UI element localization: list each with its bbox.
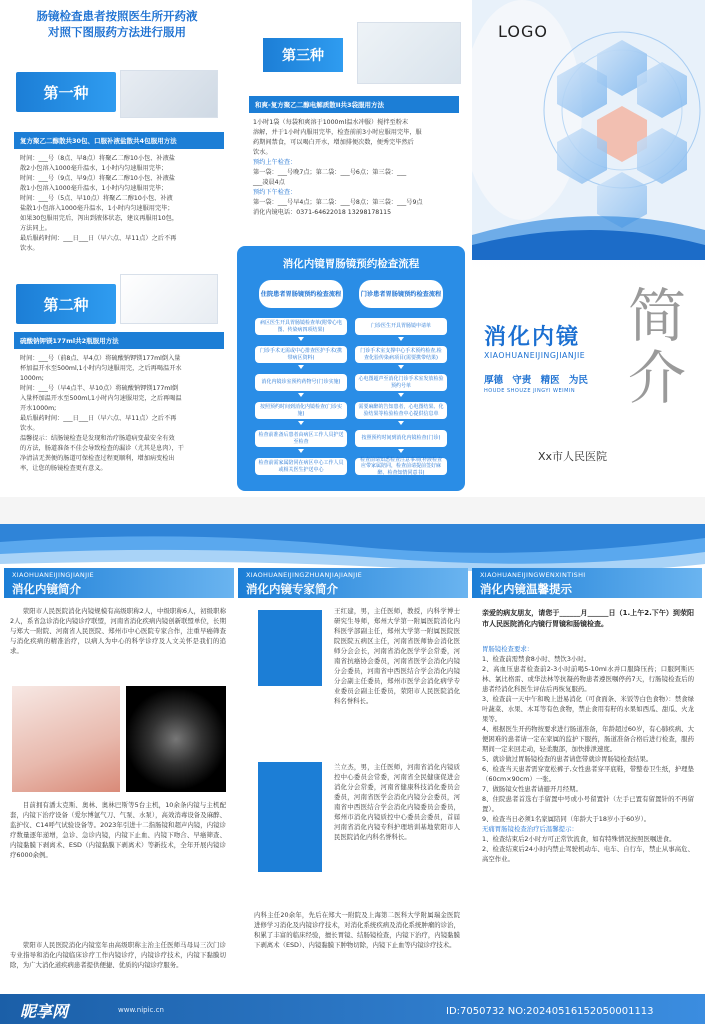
method-three-line-2: 药期间禁食，可以喝白开水，增加排便次数，便秀完毕然后 xyxy=(253,139,414,146)
method-two-line-11: 率，让您的肠镜检查更有意义。 xyxy=(20,465,107,472)
flow-column xyxy=(233,8,469,493)
method-one-photo xyxy=(120,70,218,118)
outpatient-step-1: 门诊手术室支撑中心手术预约检查,检查化验传染病项目(需要携带结果) xyxy=(355,346,447,363)
tips-title: 消化内镜温馨提示 xyxy=(480,582,572,596)
method-two-line-5: 开水1000m; xyxy=(20,405,57,412)
expert-photo-1 xyxy=(258,610,322,686)
method-two-line-0: 时间：___号（前8点、早4点）将硫酸钠钾镁177ml倒入量 xyxy=(20,355,181,362)
tips-body xyxy=(482,644,694,864)
intro-p1: 荥阳市人民医院消化内镜规模有高级职称2人，中级职称6人，初级职称2人，系省急诊消化内镜诊疗联盟，河南省消化疾病内镜创新联盟单位，长期与郑大一附院、河南省人民医院、郑州市中心医院专家合作，注重早癌筛查与消化疾病的精准治疗，以病人为中心的科学诊疗及人文关怀是我们的追求。 xyxy=(10,607,226,655)
expert-3-bio: 内科主任20余年，先后在郑大一附院及上海第二医科大学附属瑞金医院进修学习消化及内镜诊疗技术，对消化系统疾病及消化系统肿瘤的诊治，积累了丰富的临床经验，擅长胃镜、结肠镜检查，内镜下治疗，内镜黏膜下剥离术（ESD）、内镜黏膜下肿物切除，内镜下止血等内镜诊疗技术。 xyxy=(254,911,460,949)
expert-title: 消化内镜专家简介 xyxy=(246,582,338,596)
method-two-bar: 硫酸钠钾镁177ml共2瓶服用方法 xyxy=(14,332,224,349)
top-sheet xyxy=(0,0,705,497)
tip-line-6: 7、做肠镜女性患者请避开月经期。 xyxy=(482,785,582,793)
outpatient-step-2: 心电图超声至消化门诊手术室发放检验预约号单 xyxy=(355,374,447,391)
expert-1-text xyxy=(334,606,460,706)
intro-column xyxy=(4,568,234,1024)
method-two-line-3: 时间：___号（早4点半、早10点）将硫酸钠钾镁177ml倒 xyxy=(20,385,179,392)
pm-label: 预约下午检查： xyxy=(253,189,297,196)
column-title-line2: 对照下图服药方法进行服用 xyxy=(48,25,186,39)
intro-title: 消化内镜简介 xyxy=(12,582,81,596)
method-one-text xyxy=(20,154,224,254)
expert-photo-2 xyxy=(258,762,322,872)
method-three-text xyxy=(253,118,459,158)
method-one-line-9: 饮水。 xyxy=(20,245,39,252)
hospital-name: Xx市人民医院 xyxy=(538,450,608,463)
method-one-banner: 第一种 xyxy=(16,72,116,112)
inpatient-step-3: 按照预约时间到消化内镜检查(门诊实施) xyxy=(255,402,347,419)
inpatient-step-0: 病区医生开具胃肠镜检查单(附带心电图、传染病四项结果) xyxy=(255,318,347,335)
inpatient-step-2: 消化内镜诊室预约药物号(门诊实施) xyxy=(255,374,347,391)
method-three-line-1: 溶解，并于1小时内服用完毕，检查前前3小时应服用完毕，服 xyxy=(253,129,422,136)
method-two-line-7: 饮水。 xyxy=(20,425,39,432)
method-one-line-8: 最后服药时间：___日___日（早六点、早11点）之后不再 xyxy=(20,235,177,242)
intro-p2: 目前拥有潘太克斯、奥林、奥林巴斯等5台主机，10余条内镜与主机配套，内镜下治疗设备（爱尔博氩气刀、气泵、水泵），高效消毒设备及麻醉、监护仪、C14呼气试验设备等。2023年引进十二指肠镜和超声内镜，内镜诊疗数量逐年递增，急诊、急诊内镜，内镜下止血、内镜下吻合、早癌筛查、内镜黏膜下剥离术、ESD（内镜黏膜下剥离术）等新技术，全年开展内镜诊疗6000余例。 xyxy=(10,801,226,859)
watermark-id: ID:7050732 NO:20240516152050001113 xyxy=(446,1006,654,1017)
outpatient-step-4: 按照预约时间到消化内镜检查(门诊) xyxy=(355,430,447,447)
method-two-line-6: 最后服药时间：___日___日（早六点、早11点）之后不再 xyxy=(20,415,177,422)
expert-header xyxy=(238,568,468,598)
cover-calligraphy: 简介 xyxy=(627,282,686,412)
column-title-line1: 肠镜检查患者按照医生所开药液 xyxy=(36,9,198,23)
intro-header xyxy=(4,568,234,598)
flow-outpatient-head: 门诊患者胃肠镜预约检查流程 xyxy=(359,280,443,308)
tip-line-5: 6、检查当天患者需穿宽松裤子,女性患者穿平底鞋，带整卷卫生纸，护理垫（60cm×90cm）一张。 xyxy=(482,765,694,783)
outpatient-step-0: 门诊医生开具胃肠镜申请单 xyxy=(355,318,447,335)
inpatient-step-4: 检查前准备后患者由病区工作人员护送至检查 xyxy=(255,430,347,447)
intro-paragraph-3 xyxy=(10,940,226,970)
method-one-line-3: 散1小包溶入1000毫升温水，1小时内匀速服用完毕； xyxy=(20,185,168,192)
method-three-photo xyxy=(357,22,461,84)
watermark-url: www.nipic.cn xyxy=(118,1006,164,1014)
outpatient-arrow-icon xyxy=(398,393,404,397)
method-three-line-0: 1小时1袋（每袋和爽溶于1000ml温水冲服）搅拌至粉末 xyxy=(253,119,409,126)
sheet-gap xyxy=(0,497,705,524)
inpatient-step-5: 检查前需家属陪同在病区中心工作人员或相关医生护送中心 xyxy=(255,458,347,475)
method-two-line-4: 入量杯加温开水至500ml,1小时内匀速服用完，之后再喝温 xyxy=(20,395,182,402)
pm-line: 第一袋：___号早4点；第二袋：___号8点；第三袋：___号9点 xyxy=(253,199,423,206)
method-three-line-3: 饮水。 xyxy=(253,149,272,156)
inpatient-arrow-icon xyxy=(298,393,304,397)
tip-after-line-1: 2、检查结束后24小时内禁止驾驶机动车、电车、自行车，禁止从事高危、高空作业。 xyxy=(482,845,694,863)
flow-inpatient-head: 住院患者胃肠镜预约检查流程 xyxy=(259,280,343,308)
outpatient-arrow-icon xyxy=(398,337,404,341)
outpatient-step-3: 需要麻醉的告知患者，心电图结果、化验结果等检验检查中心提供信息单 xyxy=(355,402,447,419)
method-two-photo xyxy=(120,274,218,324)
method-one-line-5: 盐散1小包溶入1000毫升温水，1小时内匀速服用完毕； xyxy=(20,205,174,212)
tip-line-7: 8、住院患者首选右手留置中号或小号留置针（左手已置有留置针的不再留置）。 xyxy=(482,795,694,813)
medication-column xyxy=(6,8,228,493)
logo: LOGO xyxy=(498,22,548,41)
tips-pinyin: XIAOHUANEIJINGWENXINTISHI xyxy=(480,571,586,579)
appointment-flow xyxy=(237,246,465,491)
inpatient-arrow-icon xyxy=(298,365,304,369)
intro-paragraph-1 xyxy=(10,606,226,656)
outpatient-arrow-icon xyxy=(398,421,404,425)
inpatient-step-1: 门诊手术无需或中心排查医护手术(携带病区资料) xyxy=(255,346,347,363)
inpatient-arrow-icon xyxy=(298,337,304,341)
method-three-banner: 第三种 xyxy=(263,38,343,72)
tip-after-line-0: 1、检查结束后2小时方可正常饮流食，如有特殊情况按照医嘱进食。 xyxy=(482,835,676,843)
tip-line-2: 3、检查前一天中午和晚上进易消化（可食面条、米饭等白色食物）：禁食绿叶蔬菜、水果、木耳等有色食物，禁止食用有籽的水果如西瓜、甜瓜、火龙果等。 xyxy=(482,695,694,723)
expert-2-bio: 兰立杰，男，主任医师，河南省消化内镜质控中心委员会常委，河南省全民健康促进会消化分会常委，河南省健康科技消化委员会委员，河南省医学会消化内镜分会委员，河南省中西医结合学会消化内镜委员会委员，郑州市消化内镜质控中心委员会委员，首届河南省消化内镜专科护理培训基地荥阳市人民医院消化内科名誉科长。 xyxy=(334,763,460,841)
expert-pinyin: XIAOHUANEIJINGZHUANJIAJIANJIE xyxy=(246,571,363,579)
expert-2-text xyxy=(334,762,460,842)
phone-line: 消化内镜电话：0371-64622018 13298178115 xyxy=(253,209,392,216)
tip-line-3: 4、根据医生开药物按要求进行肠道准备，年龄超过60岁，有心肺疾病、大便困难的患者请一定在家属的监护下服药，肠道准备合格后进行检查，服药期间一定来回走动，轻柔腹部，加快排泄速度。 xyxy=(482,725,694,753)
method-one-line-0: 时间：___号（8点、早8点）将聚乙二醇10小包、补液盐 xyxy=(20,155,175,162)
method-one-bar: 复方聚乙二醇散共30包、口服补液盐散共4包服用方法 xyxy=(14,132,224,149)
method-two-line-1: 杯加温开水至500ml,1小时内匀速服用完，之后再喝温开水 xyxy=(20,365,182,372)
method-one-line-1: 散2小包溶入1000毫升温水，1小时内匀速服用完毕； xyxy=(20,165,168,172)
outpatient-step-5: 检查前请知悉检查注意事项(补液检查应带家属陪同，检查前请提前签好麻醉、检查知情同意书) xyxy=(355,458,447,475)
watermark-site: 昵享网 xyxy=(20,1002,69,1021)
method-three-bar: 和爽-复方聚乙二醇电解质散II共3袋服用方法 xyxy=(249,96,459,113)
tip-line-4: 5、就诊做过胃肠镜检查的患者请您带就诊胃肠镜检查结果。 xyxy=(482,755,653,763)
intro-pinyin: XIAOHUANEIJINGJIANJIE xyxy=(12,571,94,579)
tips-column xyxy=(472,568,702,1024)
expert-1-bio: 王红建，男，主任医师，教授，内科学博士 研究生导师，郑州大学第一附属医院消化内科医学部副主任，郑州大学第一附属医院医院医院五病区主任，河南省医师协会消化医师分会会长，河南省消化医学学会常委，河南省抗癌协会委员，河南省医学会消化内镜分会委员，河南省中西医结合学会消化内镜分会副主任委员，郑州市医学会消化病学专业委员会副主任委员，荥阳市人民医院消化科名誉科长。 xyxy=(334,607,460,705)
tips-header xyxy=(472,568,702,598)
method-one-line-6: 如果30包服用完后，泻出到液体状态，建议再服用10包， xyxy=(20,215,179,222)
column-title xyxy=(6,8,228,40)
method-one-line-2: 时间：___号（9点、早9点）将聚乙二醇10小包、补液盐 xyxy=(20,175,175,182)
tips-sub2: 无痛胃肠镜检查治疗后温馨提示： xyxy=(482,825,578,833)
flow-title: 消化内镜胃肠镜预约检查流程 xyxy=(282,258,420,270)
intro-p3: 荥阳市人民医院消化内镜室年由高级职称主治主任医师马母局三次门诊专业指导和消化内镜临床诊疗工作内镜诊疗，内镜诊疗技术，内镜下黏膜切除，为广大消化道疾病患者提供便捷、优质的内镜诊疗服务。 xyxy=(10,941,226,969)
cover-panel xyxy=(472,0,705,497)
am-line2: ___凌晨4点 xyxy=(253,179,285,186)
endoscopy-illustration xyxy=(12,686,120,792)
tips-greeting: 亲爱的病友朋友，请您于______月______日（1.上午2.下午）到荥阳市人民医院消化内镜行胃镜和肠镜检查。 xyxy=(482,609,694,628)
cover-motto-pinyin: HOUDE SHOUZE JINGYI WEIMIN xyxy=(484,388,576,394)
tip-line-8: 9、检查当日必须1名家属陪同（年龄大于18岁小于60岁）。 xyxy=(482,815,651,823)
method-two-line-9: 的方法，肠道准备不佳会导致检查的漏诊（尤其是息肉），干 xyxy=(20,445,184,452)
wave-banner-icon xyxy=(0,524,705,574)
tips-items-2 xyxy=(482,834,694,864)
method-two-line-8: 温馨提示：结肠镜检查是发现和治疗肠道病变最安全有效 xyxy=(20,435,175,442)
outpatient-arrow-icon xyxy=(398,449,404,453)
expert-column xyxy=(238,568,468,1024)
inpatient-arrow-icon xyxy=(298,421,304,425)
inpatient-arrow-icon xyxy=(298,449,304,453)
cover-brand-title: 消化内镜 xyxy=(484,325,581,350)
tip-line-1: 2、高血压患者检查前2-3小时前喝5-10ml水并口服降压药；口服阿斯匹林、氯比格雷、或华法林等抗凝药物患者遵医嘱停药7天，行肠镜检查后的患者经消化科医生评估后再恢复服药。 xyxy=(482,665,694,693)
am-line: 第一袋：___号晚7点；第二袋：___号6点；第三袋：___ xyxy=(253,169,407,176)
method-two-line-2: 1000m; xyxy=(20,375,44,382)
method-one-line-4: 时间：___号（5点、早10点）将聚乙二醇10小包、补液 xyxy=(20,195,173,202)
tips-items xyxy=(482,654,694,824)
intro-paragraph-2 xyxy=(10,800,226,860)
am-label: 预约上午检查： xyxy=(253,159,297,166)
cover-pinyin: XIAOHUANEIJINGJIANJIE xyxy=(484,351,586,360)
method-three-schedule xyxy=(253,158,459,218)
cover-motto: 厚德 守责 精医 为民 xyxy=(484,375,588,386)
method-two-line-10: 净清洁无粪便的肠道可保检查过程更顺利，增加病变检出 xyxy=(20,455,175,462)
outpatient-arrow-icon xyxy=(398,365,404,369)
bottom-sheet xyxy=(0,524,705,1024)
tips-sub1: 胃肠镜检查要求： xyxy=(482,645,534,653)
tip-line-0: 1、检查前需禁食8小时、禁饮3小时。 xyxy=(482,655,591,663)
method-one-line-7: 方法同上。 xyxy=(20,225,51,232)
method-two-banner: 第二种 xyxy=(16,284,116,324)
expert-3-text xyxy=(254,910,460,950)
ultrasound-image xyxy=(126,686,226,792)
method-two-text xyxy=(20,354,224,474)
